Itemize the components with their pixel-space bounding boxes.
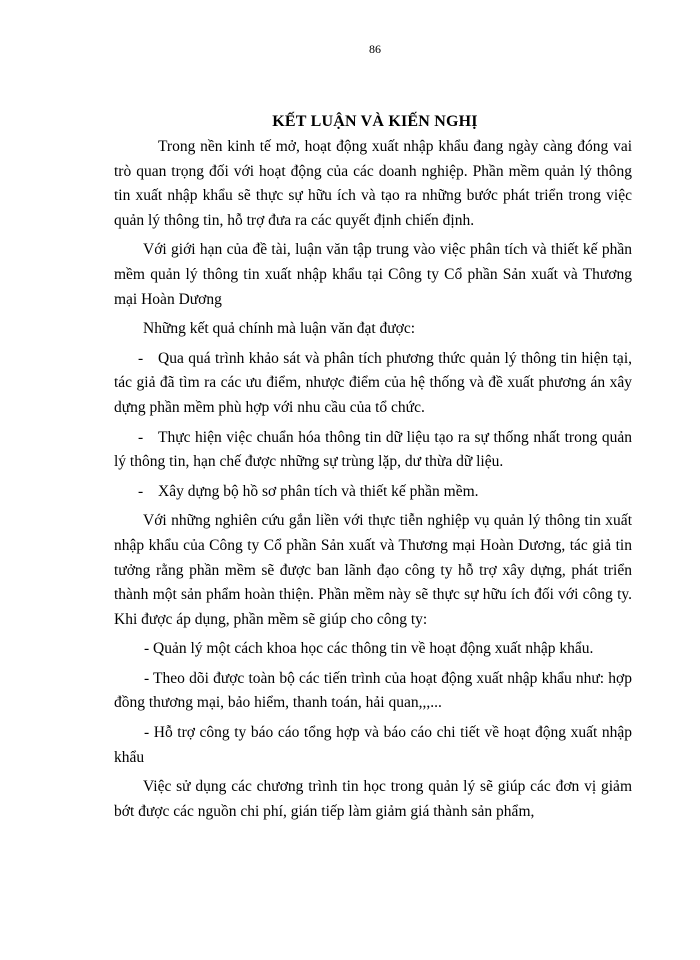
bullet-dash: -	[138, 482, 144, 500]
paragraph-results-lead: Những kết quả chính mà luận văn đạt được:	[143, 320, 416, 338]
document-title: KẾT LUẬN VÀ KIẾN NGHỊ	[272, 113, 478, 130]
benefit-item: - Theo dõi được toàn bộ các tiến trình của hoạt động xuất nhập khẩu như: hợp đồng thương mại, bảo hiểm, thanh toán, hải quan,,,...	[114, 669, 632, 712]
result-item-text: Qua quá trình khảo sát và phân tích phương thức quản lý thông tin hiện tại, tác giả đã tìm ra các ưu điểm, nhược điểm của hệ thống và đề xuất phương án xây dựng phần mềm phù hợp với nhu cầu của tổ chức.	[114, 349, 632, 416]
paragraph-scope: Với giới hạn của đề tài, luận văn tập trung vào việc phân tích và thiết kế phần mềm quản lý thông tin xuất nhập khẩu tại Công ty Cổ phần Sản xuất và Thương mại Hoàn Dương	[114, 241, 632, 308]
result-item-text: Thực hiện việc chuẩn hóa thông tin dữ liệu tạo ra sự thống nhất trong quản lý thông tin, hạn chế được những sự trùng lặp, dư thừa dữ liệu.	[114, 428, 632, 471]
result-item	[114, 426, 632, 475]
result-item-text: Xây dựng bộ hồ sơ phân tích và thiết kế phần mềm.	[158, 482, 479, 500]
bullet-dash: -	[138, 428, 144, 446]
benefit-item: - Hỗ trợ công ty báo cáo tổng hợp và báo cáo chi tiết về hoạt động xuất nhập khẩu	[114, 724, 632, 766]
paragraph-intro: Trong nền kinh tế mở, hoạt động xuất nhập khẩu đang ngày càng đóng vai trò quan trọng đối với hoạt động của các doanh nghiệp. Phần mềm quản lý thông tin xuất nhập khẩu sẽ thực sự hữu ích và tạo ra những bước phát triển trong việc quản lý thông tin, hỗ trợ đưa ra các quyết định chiến định.	[114, 138, 632, 229]
page-number: 86	[369, 42, 381, 56]
benefit-item: - Quản lý một cách khoa học các thông tin về hoạt động xuất nhập khẩu.	[144, 640, 594, 658]
bullet-dash: -	[138, 349, 144, 367]
paragraph-outlook: Với những nghiên cứu gắn liền với thực tiễn nghiệp vụ quản lý thông tin xuất nhập khẩu của Công ty Cổ phần Sản xuất và Thương mại Hoàn Dương, tác giả tin tưởng rằng phần mềm sẽ được ban lãnh đạo công ty hỗ trợ xây dựng, phát triển thành một sản phẩm hoàn thiện. Phần mềm này sẽ thực sự hữu ích đối với công ty. Khi được áp dụng, phần mềm sẽ giúp cho công ty:	[114, 512, 632, 628]
result-item	[114, 347, 632, 421]
result-item	[114, 480, 632, 505]
paragraph-conclusion: Việc sử dụng các chương trình tin học trong quản lý sẽ giúp các đơn vị giảm bớt được các nguồn chi phí, gián tiếp làm giảm giá thành sản phẩm,	[114, 778, 632, 820]
document-body	[114, 135, 632, 829]
